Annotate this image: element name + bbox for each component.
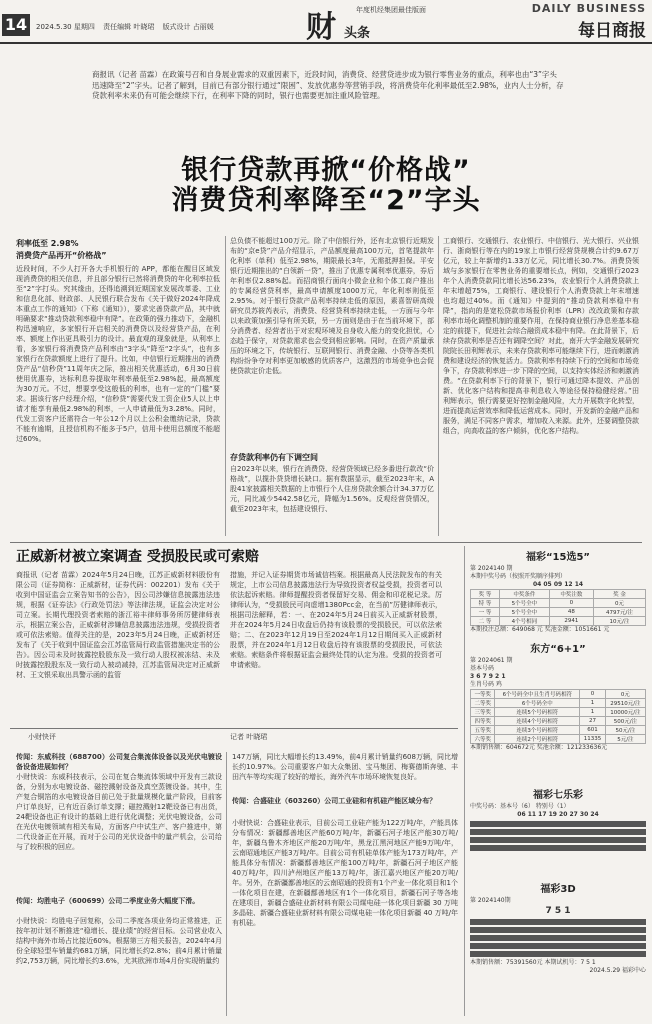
brief-q1: 传闻：东威科技（688700）公司复合集流体设备以及光伏电镀设备设备进展如何？ [16,753,222,770]
table-header: 奖 金 [593,590,645,599]
article-col-1: 近段时间，不少人打开各大手机银行的 APP，都能在醒目区域发现消费贷的相关信息，并且部分银行已然将消费贷的年化利率拉低至“2”字打头。究其缘由，还得追溯到近期国家发展改革委、工业和信息化部、财政部、人民银行联合发布《关于做好2024年降成本重点工作的通知》（下称《通知》），要求完善贷款产品，其中就明确要求“推动贷款利率稳中有降”。在政策的强力推动下，金融机构迅速响应，多家银行开启相关的消费贷以及经营贷产品，在利率、额度上作出更具吸引力的设计。最直观的现象就是，从利率上看，多家银行将消费贷产品利率由“3字头”降至“2字头”，也有多家银行在贷款额度上进行了提升。比如，中信银行近期推出的消费贷产品“信秒贷”11周年庆之际，推出相关优惠活动，6月30日前使用优惠券，达标利息券提取年利率最低至2.98%起，最高额度为30万元。不过，想要享受这般低的利率，也有一定的“门槛”要求。据该行客户经理介绍，“信秒贷”需要代发工资企业5人以上申请才能享有最低2.98%的利率，一人申请最低为3.28%。同时，代发工资客户还需符合一年公12个月以上公积金缴纳记录，贷款不能有逾期，且授信机构不能多于5户，信用卡使用总额度不能超过60%。 [16,265,220,443]
table-bar [470,821,646,827]
lottery-footer: 2024.5.29 福彩中心 [589,967,646,974]
lottery-numbers: 04 05 09 12 14 [532,581,584,588]
table-cell: 48 [549,608,593,617]
page-number: 14 [2,14,30,36]
table-bar [470,919,646,925]
subheading-2: 存贷款利率仍有下调空间 [230,453,318,462]
table-cell: 连续3个号码相符 [495,726,580,735]
article-col-2: 总负债不能超过100万元。除了中信银行外，还有北京银行近期发布的“京e贷”产品介绍显示，产品额度最高100万元，首笔提款年化利率（单利）低至2.98%，期限最长3年，无需抵押担保。平安银行近期推出的“白领新一贷”，推出了优惠专属利率优惠券，券后年利率仅2.88%起。而招商银行面向小微企业和个体工商户推出的专属经营贷利率，最高申请额度1000万元，年化利率则低至2.95%。对于银行贷款产品利率持续走低的原因，素喜智研高级研究员苏筱芮表示，消费贷、经营贷利率持续走低，一方面与今年以来政策加强引导有所关联，另一方面则是由于在当前环境下，部分消费者、经营者出于对宏观环境及自身收入能力的变化担忧，心态趋于保守，对贷款需求也会受到相应影响。同时，在资产质量承压的环境之下，传统银行、互联网银行、消费金融、小贷等各类机构纷纷争夺对利率更加敏感的优质客户，这激烈的市场竞争也会促使贷款定价走低。 [230,237,434,375]
table-cell: 二等奖 [471,699,495,708]
table-cell: 0 [580,690,606,699]
page-header [0,0,652,44]
brief-q3: 传闻：合盛硅业（603260）公司工业硅和有机硅产能区域分布？ [232,797,437,805]
lottery-pool: 本期销售额：75391560元 本期试机号：7 5 1 [470,959,596,966]
lead-paragraph: 商报讯（记者 苗霖）在政策号召和自身展业需求的双重因素下，近段时间，消费贷、经营贷进步成为银行零售业务的重点，利率也由“3”字头迅速降至“2”字头。记者了解到，目前已有部分银行通过“限困”、发放优惠券等营销手段，将消费贷年化利率最低至2.98%，业内人士分析，存贷款利率未来仍有可能会继续下行，在利率下降的同时，银行也需要更加注重风险管理。 [92,70,564,100]
lottery-issue: 中奖号码：基本号（6） 特别号（1） [470,803,570,810]
table-cell: 一 等 [471,608,500,617]
table-bar [470,837,646,843]
prize-table [470,689,646,744]
table-cell: 连续4个号码相符 [495,717,580,726]
article-col-2b: 自2023年以来，银行在消费贷、经营贷领域已经多番进行款改“价格战”，以揽扑贷贷增长缺口。据有数据显示，截至2023年末，A股41家披露相关数据的上市银行个人住房贷款余额合计34.37万亿元，同比减少5442.58亿元，降幅为1.56%。反观经营贷情况，截至2023年末，包括建设银行、 [230,465,434,513]
table-cell: 特 等 [471,599,500,608]
table-cell: 500元/注 [605,717,645,726]
table-cell: 6个号码全中且生肖号码相符 [495,690,580,699]
lottery-qlc [470,786,646,853]
lottery-issue: 第 2024140期 [470,897,511,904]
lottery-numbers: 3 6 7 9 2 1 [470,673,506,680]
table-bar [470,943,646,949]
table-cell: 29510元/注 [605,699,645,708]
lottery-title: 东方“6+1” [530,644,586,655]
brief-a1: 小财快说：东威科技表示，公司在复合集流体领域中开发有三款设备，分别为水电镀设备、磁控溅射设备及真空蒸镀设备。其中，生产复合铜箔的水电镀设备目前已处于批量规模化量产阶段，目前客户订单良好，已有近百条订单支撑；磁控溅射12靶设备已有出货，24靶设备也正有设计的基础上进行优化调整；光伏电镀设备，公司在光伏电镀领域有相关布局，方面客户中试生产、客户推进中，第二代设备正在开展，而对于公司的光伏设备中的量产机会，公司给与了较积极的回应。 [16,773,222,851]
lottery-pool: 本期投注总额：649068 元 奖池金额：1051661 元 [470,626,610,633]
editor: 责任编辑 叶晓珺 [103,23,155,31]
article2-headline: 正威新材被立案调查 受损股民或可索赔 [16,549,259,565]
headline-line-2: 消费贷利率降至“2”字头 [171,185,481,216]
table-cell: 10元/注 [593,617,645,626]
lottery-6plus1 [470,640,646,752]
table-cell: 0元 [593,599,645,608]
table-cell: 10000元/注 [605,708,645,717]
brand-english: DAILY BUSINESS [531,2,646,15]
issue-date: 2024.5.30 星期四 [36,23,95,31]
prize-table [470,589,646,626]
lottery-numbers: 06 11 17 19 20 27 30 24 [517,811,599,818]
table-bar [470,935,646,941]
table-bar [470,829,646,835]
table-cell: 2941 [549,617,593,626]
divider [10,542,642,543]
section-logo: 财 [306,10,336,45]
lottery-title: 福彩七乐彩 [533,790,583,801]
brief-a3: 小财快说：合盛硅业表示，目前公司工业硅产能为122万吨/年，产能具体分布情况：新疆鄯善地区产能60万吨/年，新疆石河子地区产能30万吨/年，新疆乌鲁木齐地区产能20万吨/年，黑龙江黑河地区产能9万吨/年，云南昭通地区产能3万吨/年。目前公司有机硅单体产能为173万吨/年，产能具体分布情况：新疆鄯善地区产能100万吨/年，新疆石河子地区产能40万吨/年，四川泸州地区产能13万吨/年，浙江嘉兴地区产能20万吨/年。另外，在新疆鄯善地区的云南昭通的投资有1个产业一体化项目和1个一体化项目在建，在新疆鄯善地区有1个一体化项目，新疆石河子等各地在建项目，新疆合盛硅业新材料有限公司煤电硅一体化项目新疆 30 万吨多晶硅、新疆合盛硅业新材料有限公司煤电硅一体化项目新疆 40 万吨/年有机硅。 [232,819,458,927]
divider [464,546,465,1016]
lottery-title: 福彩3D [540,884,576,895]
divider [225,236,226,536]
subheading-1b: 消费贷产品再开“价格战” [16,251,107,260]
subheading-1a: 利率低至 2.98% [16,239,79,248]
article2-col-1: 商报讯（记者 苗霖）2024年5月24日晚，江苏正威新材料股份有限公司（证券简称：正威新材，证券代码：002201）发布《关于收到中国证监会立案告知书的公告》，因公司涉嫌信息披露违法违规，根据《证券法》《行政处罚法》等法律法规，证监会决定对公司立案。长期代理投资者索赔的浙江裕丰律师事务所厉健律师表示，根据立案公告，正威新材涉嫌信息披露违法违规，受损投资者或可依法索赔。值得关注的是，2023年5月24日晚，正威新材还发布了《关于收到中国证监会江苏监管局行政监管措施决定书的公告》。因公司未及时披露控股股东及一致行动人股权被冻结、未及时披露控股股东及一致行动人被动减持，江苏监管局决定对正威新材、王文银采取出具警示函的监管 [16,571,220,679]
divider [226,752,227,1016]
table-header: 中奖条件 [499,590,549,599]
lottery-numbers-label: 基本号码 [470,665,495,672]
lottery-issue: 第 2024140 期 [470,565,513,572]
table-bar [470,927,646,933]
brief-a2: 小财快说：均胜电子回复称，公司二季度各项业务均正常推进，正按年初计划不断推进“稳增长、提业绩”的经营目标。公司营业收入结构中海外市场占比接近60%。根据第三方相关报告，2024年4月份全球轻型车销量约681万辆，同比增长约2.8%；前4月累计销量约2,753万辆，同比增长约3.6%，尤其欧洲市场4月份实现销量约 [16,917,222,965]
brief-byline: 记者 叶晓珺 [230,733,268,741]
brand-chinese: 每日商报 [578,21,646,41]
table-cell: 连续5个号码相符 [495,708,580,717]
lottery-title: 福彩“15选5” [525,552,591,563]
table-cell: 5个号全中 [499,599,549,608]
table-cell: 27 [580,717,606,726]
table-cell: 六等奖 [471,735,495,744]
table-cell: 4个号相同 [499,617,549,626]
table-header: 中奖注数 [549,590,593,599]
table-cell: 五等奖 [471,726,495,735]
table-cell: 601 [580,726,606,735]
table-cell: 二 等 [471,617,500,626]
brief-label: 小财快评 [28,733,56,741]
brief-q2: 传闻：均胜电子（600699）公司二季度业务大幅度下滑。 [16,897,200,905]
lottery-15x5 [470,548,646,634]
table-cell: 5个号全中 [499,608,549,617]
table-cell: 0元 [605,690,645,699]
article2-col-2: 措施，并记入证券期货市场诚信档案。根据最高人民法院发布的有关规定，上市公司信息披露违法行为导致投资者权益受损，投资者可以依法起诉索赔。律师提醒投资者保留好交易、佣金和印花税记录。厉律师认为，“受损股民可向虚增1380Pcc金，在当前”厉健律师表示，根据司法解释，若：一、在2024年5月24日前买入正威新材股票，并在2024年5月24日收盘后仍持有该股票的受损股民，可以依法索赔；二、在2023年12月19日至2024年1月12日期间买入正威新材股票，并在2024年1月12日收盘后持有该股票的受损股民，可依法索赔。索赔条件将根据证监会最终处罚的认定为准。受损的投资者可申请索赔。 [230,571,442,669]
table-cell: 1 [580,708,606,717]
table-cell: 6个号码全中 [495,699,580,708]
divider [10,728,458,729]
headline-line-1: 银行贷款再掀“价格战” [181,155,471,186]
section-column: 头条 [344,26,371,41]
table-bar [470,845,646,851]
table-cell: 5元/注 [605,735,645,744]
table-header: 奖 等 [471,590,500,599]
table-cell: 一等奖 [471,690,495,699]
lottery-zodiac: 生肖号码 鸡 [470,681,502,688]
lottery-3d [470,880,646,975]
lottery-numbers: 7 5 1 [545,906,571,916]
lottery-issue: 第 2024061 期 [470,657,513,664]
table-cell: 4797元/注 [593,608,645,617]
award-label: 年度机经集团最佳版面 [356,6,426,14]
table-cell: 连续2个号码相符 [495,735,580,744]
brief-a2-cont: 147万辆，同比大幅增长约13.49%，前4月累计销量约608万辆，同比增长约10.97%。公司重要客户如大众集团、宝马集团、梅赛德斯奔驰、丰田汽车等均实现了较好的增长，海外汽车市场环境恢复良好。 [232,753,458,781]
table-cell: 三等奖 [471,708,495,717]
lottery-pool: 本期销售额：604672元 奖池余额：121233636元 [470,744,608,751]
header-info [36,22,220,32]
article-col-3: 工商银行、交通银行、农业银行、中信银行、光大银行、兴业银行、浙商银行等在内的19家上市银行经营贷规模合计约9.67万亿元，较上年新增约1.33万亿元，同比增长30.7%。消费贷领域与多家银行在零售业务的重要增长点，例如，交通银行2023年个人消费贷款同比增长达56.23%，农业银行个人消费贷款上年末增超75%，工商银行、建设银行个人消费贷款上年末增速也均超过40%。而《通知》中提到的“推动贷款利率稳中有降”，指向的是宽松贷款市场报价利率（LPR）改改政策和存款利率市场化调整机制的重要作用，在保持商业银行净息差基本稳定的前提下，促进社会综合融资成本稳中有降。在此背景下，后续存贷款利率是否还有调降空间？对此，南开大学金融发展研究院院长田利辉表示，未来存贷款利率可能继续下行，进而刺激消费和建设经济的恢复活力。贷款利率有持续下行的空间和市场竞争下，存贷款利率进一步下降的空间，以支持实体经济和刺激消费。“在贷款利率下行的背景下，银行可通过降本提效、产品创新、优化客户结构和提高非利息收入等途径保持稳健经营。”田利辉表示，银行需要更好控制金融风险，大力开展数字化转型，进而提高运营效率和降低运营成本。同时，开发新的金融产品和服务，满足不同客户需求，增加收入来源。此外，还要调整贷款组合，向高收益的客户倾斜，优化客户结构。 [443,237,639,435]
designer: 版式设计 占丽媛 [162,23,214,31]
table-cell: 50元/注 [605,726,645,735]
lottery-numbers-label: 本期中奖号码（按照开奖顺序排列） [470,573,567,580]
table-cell: 11335 [580,735,606,744]
divider [438,236,439,536]
table-cell: 1 [580,699,606,708]
table-cell: 四等奖 [471,717,495,726]
table-bar [470,951,646,957]
table-cell: 0 [549,599,593,608]
